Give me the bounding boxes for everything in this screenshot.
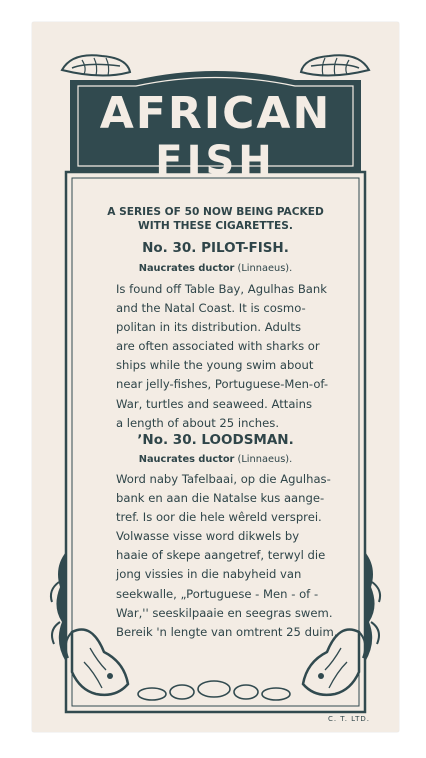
english-line: are often associated with sharks or — [116, 339, 320, 354]
afrikaans-scientific-name — [32, 454, 399, 465]
english-line: and the Natal Coast. It is cosmo- — [116, 301, 306, 316]
seaweed-left-icon — [51, 552, 66, 662]
english-line: politan in its distribution. Adults — [116, 320, 302, 335]
afrikaans-line: haaie of skepe aangetref, terwyl die — [116, 548, 326, 563]
english-line: near jelly-fishes, Portuguese-Men-of- — [116, 377, 329, 392]
shell-right-icon — [301, 55, 369, 76]
afrikaans-heading: ʼNo. 30. LOODSMAN. — [137, 432, 294, 448]
maker-imprint: C. T. LTD. — [327, 715, 370, 723]
card-title-african: AFRICAN — [99, 88, 332, 139]
afrikaans-line: jong vissies in die nabyheid van — [116, 567, 302, 582]
afrikaans-line: Volwasse visse word dikwels by — [116, 529, 300, 544]
english-scientific-name — [32, 263, 399, 274]
series-note-line-2: WITH THESE CIGARETTES. — [138, 220, 293, 232]
english-authority: (Linnaeus). — [237, 263, 293, 274]
english-line: ships while the young swim about — [116, 358, 314, 373]
afrikaans-line: tref. Is oor die hele wêreld versprei. — [116, 510, 322, 525]
series-note-line-1: A SERIES OF 50 NOW BEING PACKED — [107, 206, 324, 218]
english-species: Naucrates ductor — [138, 263, 235, 274]
afrikaans-description — [116, 470, 364, 642]
pebbles-decoration — [138, 681, 290, 700]
cigarette-card — [32, 22, 399, 732]
english-line: Is found off Table Bay, Agulhas Bank — [116, 282, 327, 296]
card-title-fish: FISH — [155, 138, 276, 184]
afrikaans-line: War,'' seeskilpaaie en seegras swem. — [116, 605, 333, 620]
afrikaans-line: bank en aan die Natalse kus aange- — [116, 491, 325, 506]
afrikaans-line: Word naby Tafelbaai, op die Agulhas- — [116, 472, 331, 486]
english-heading: No. 30. PILOT-FISH. — [142, 240, 289, 256]
seaweed-right-icon — [365, 552, 380, 662]
english-line: War, turtles and seaweed. Attains — [116, 396, 313, 411]
english-line: a length of about 25 inches. — [116, 415, 280, 430]
series-note — [32, 205, 399, 233]
afrikaans-line: seekwalle, „Portuguese - Men - of - — [116, 586, 319, 601]
afrikaans-line: Bereik 'n lengte van omtrent 25 duim. — [116, 624, 338, 639]
afrikaans-species: Naucrates ductor — [138, 454, 235, 465]
shell-left-icon — [62, 55, 130, 76]
english-description — [116, 280, 364, 433]
afrikaans-authority: (Linnaeus). — [237, 454, 293, 465]
